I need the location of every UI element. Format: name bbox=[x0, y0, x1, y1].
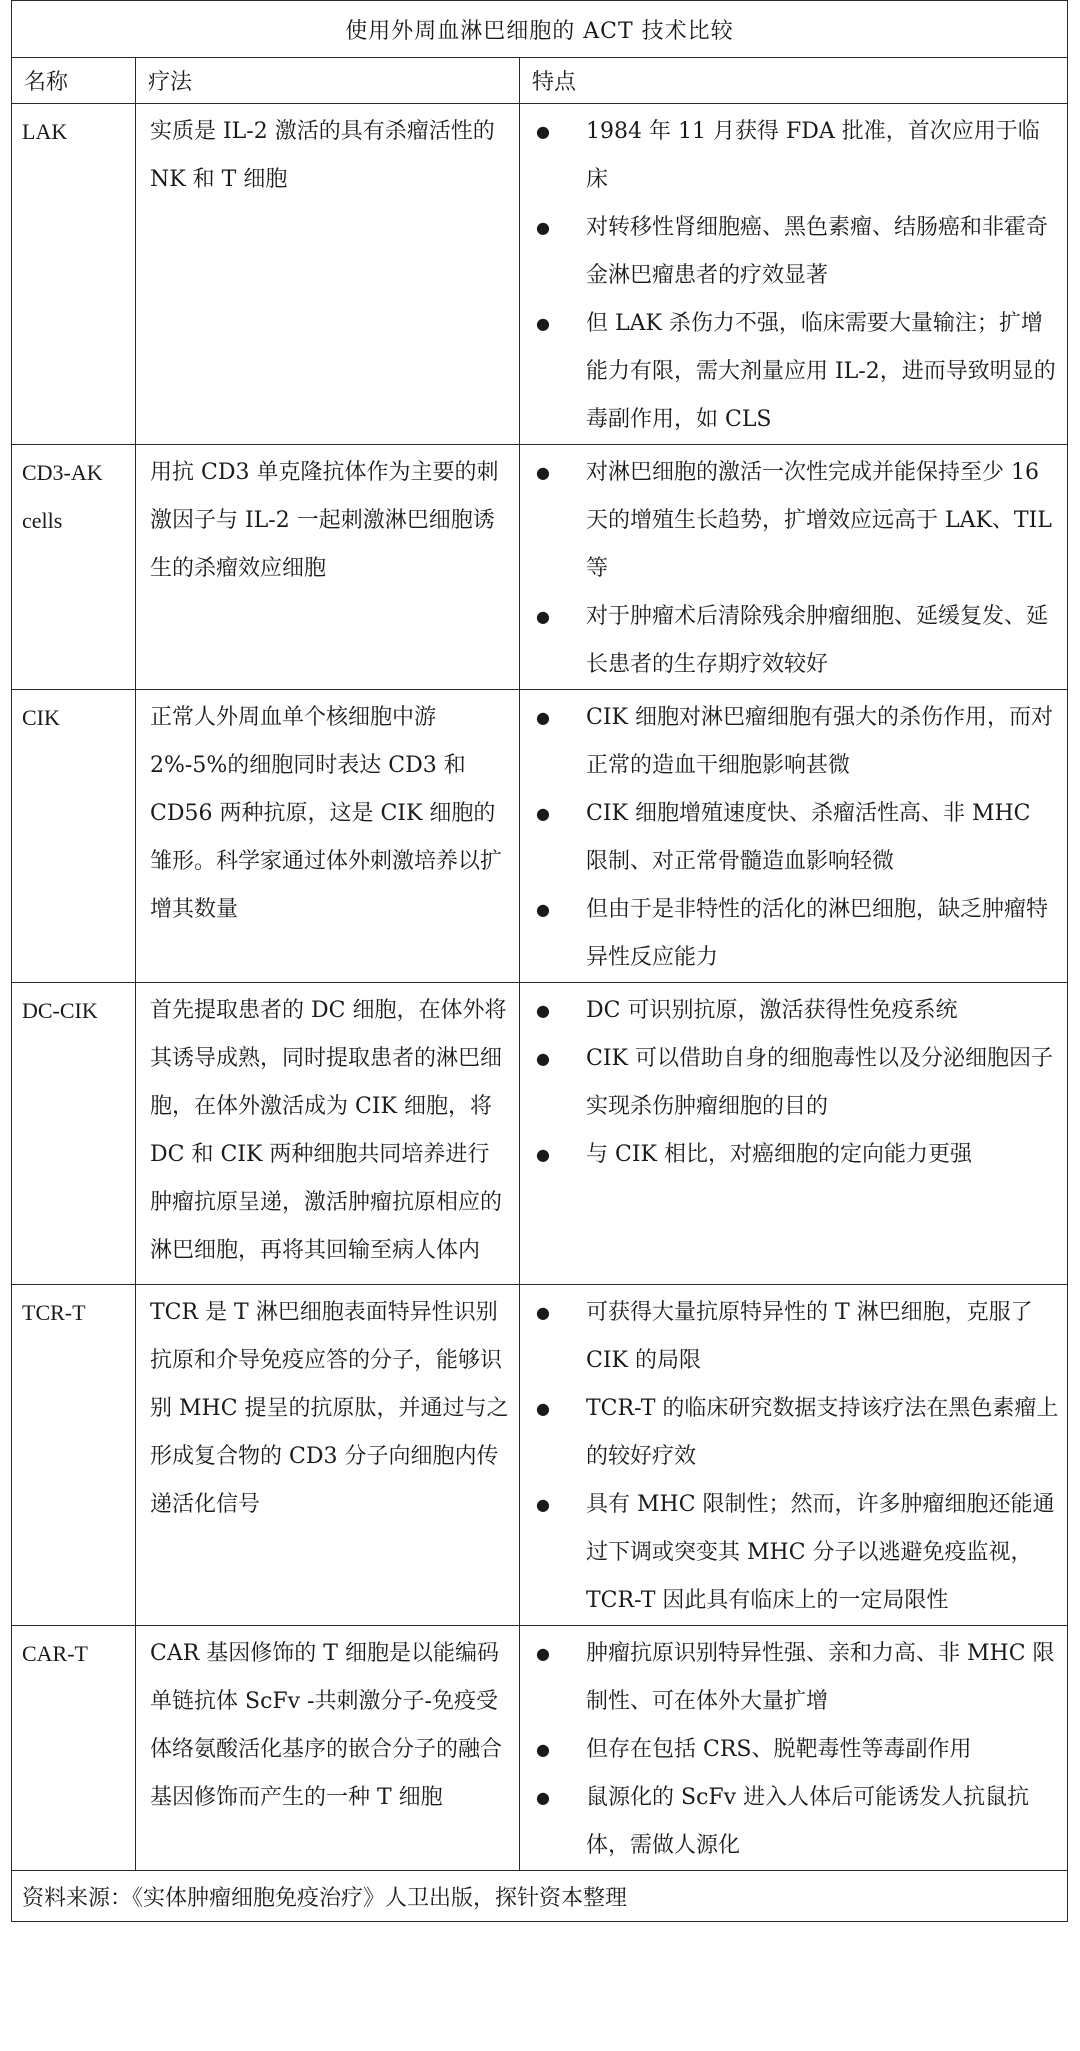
feature-item bbox=[520, 593, 1059, 689]
feature-text: 对于肿瘤术后清除残余肿瘤细胞、延缓复发、延长患者的生存期疗效较好 bbox=[586, 604, 1049, 677]
feature-item bbox=[520, 449, 1059, 593]
features-list bbox=[520, 104, 1067, 444]
bullet-icon: ● bbox=[536, 1001, 550, 1020]
features-list bbox=[520, 1285, 1067, 1625]
feature-item bbox=[520, 790, 1059, 886]
table-row bbox=[12, 445, 1068, 690]
therapy-description: 实质是 IL-2 激活的具有杀瘤活性的 NK 和 T 细胞 bbox=[136, 104, 520, 445]
bullet-icon: ● bbox=[536, 1788, 550, 1807]
feature-item bbox=[520, 108, 1059, 204]
table-row bbox=[12, 690, 1068, 983]
therapy-description: 首先提取患者的 DC 细胞，在体外将其诱导成熟，同时提取患者的淋巴细胞，在体外激活成为 CIK 细胞，将 DC 和 CIK 两种细胞共同培养进行肿瘤抗原呈递，激活肿瘤抗原相应的淋巴细胞，再将其回输至病人体内 bbox=[136, 983, 520, 1285]
feature-text: 对淋巴细胞的激活一次性完成并能保持至少 16 天的增殖生长趋势，扩增效应远高于 LAK、TIL 等 bbox=[586, 460, 1052, 581]
therapy-name: CAR-T bbox=[12, 1626, 136, 1871]
features-list bbox=[520, 983, 1067, 1179]
therapy-name: LAK bbox=[12, 104, 136, 445]
bullet-icon: ● bbox=[536, 463, 550, 482]
bullet-icon: ● bbox=[536, 314, 550, 333]
features-list bbox=[520, 445, 1067, 689]
title-row bbox=[12, 1, 1068, 58]
source-row bbox=[12, 1871, 1068, 1922]
therapy-description: 正常人外周血单个核细胞中游 2%-5%的细胞同时表达 CD3 和 CD56 两种抗原，这是 CIK 细胞的雏形。科学家通过体外刺激培养以扩增其数量 bbox=[136, 690, 520, 983]
therapy-description: 用抗 CD3 单克隆抗体作为主要的刺激因子与 IL-2 一起刺激淋巴细胞诱生的杀瘤效应细胞 bbox=[136, 445, 520, 690]
feature-text: 鼠源化的 ScFv 进入人体后可能诱发人抗鼠抗体，需做人源化 bbox=[586, 1785, 1030, 1858]
bullet-icon: ● bbox=[536, 1145, 550, 1164]
feature-text: 但存在包括 CRS、脱靶毒性等毒副作用 bbox=[586, 1737, 972, 1762]
table-row bbox=[12, 983, 1068, 1285]
source-note: 资料来源：《实体肿瘤细胞免疫治疗》人卫出版，探针资本整理 bbox=[12, 1871, 1068, 1922]
feature-item bbox=[520, 1289, 1059, 1385]
feature-text: 但 LAK 杀伤力不强，临床需要大量输注；扩增能力有限，需大剂量应用 IL-2，进而导致明显的毒副作用，如 CLS bbox=[586, 311, 1056, 432]
feature-item bbox=[520, 1774, 1059, 1870]
bullet-icon: ● bbox=[536, 1399, 550, 1418]
bullet-icon: ● bbox=[536, 900, 550, 919]
feature-text: CIK 细胞增殖速度快、杀瘤活性高、非 MHC 限制、对正常骨髓造血影响轻微 bbox=[586, 801, 1031, 874]
feature-item bbox=[520, 1385, 1059, 1481]
feature-item bbox=[520, 987, 1059, 1035]
features-cell bbox=[520, 445, 1068, 690]
bullet-icon: ● bbox=[536, 218, 550, 237]
feature-item bbox=[520, 1131, 1059, 1179]
feature-text: 肿瘤抗原识别特异性强、亲和力高、非 MHC 限制性、可在体外大量扩增 bbox=[586, 1641, 1055, 1714]
feature-item bbox=[520, 1481, 1059, 1625]
column-header-features: 特点 bbox=[520, 58, 1068, 104]
features-cell bbox=[520, 983, 1068, 1285]
feature-item bbox=[520, 1726, 1059, 1774]
table-row bbox=[12, 1285, 1068, 1626]
table-title: 使用外周血淋巴细胞的 ACT 技术比较 bbox=[12, 1, 1068, 58]
bullet-icon: ● bbox=[536, 607, 550, 626]
header-row bbox=[12, 58, 1068, 104]
bullet-icon: ● bbox=[536, 1644, 550, 1663]
column-header-therapy: 疗法 bbox=[136, 58, 520, 104]
therapy-name: DC-CIK bbox=[12, 983, 136, 1285]
table-row bbox=[12, 104, 1068, 445]
feature-text: 与 CIK 相比，对癌细胞的定向能力更强 bbox=[586, 1142, 972, 1167]
bullet-icon: ● bbox=[536, 708, 550, 727]
therapy-name: CIK bbox=[12, 690, 136, 983]
comparison-table-sheet bbox=[11, 0, 1067, 1922]
bullet-icon: ● bbox=[536, 804, 550, 823]
feature-text: 对转移性肾细胞癌、黑色素瘤、结肠癌和非霍奇金淋巴瘤患者的疗效显著 bbox=[586, 215, 1049, 288]
feature-text: DC 可识别抗原，激活获得性免疫系统 bbox=[586, 998, 958, 1023]
features-cell bbox=[520, 1626, 1068, 1871]
bullet-icon: ● bbox=[536, 122, 550, 141]
table-row bbox=[12, 1626, 1068, 1871]
feature-item bbox=[520, 1035, 1059, 1131]
feature-text: 1984 年 11 月获得 FDA 批准，首次应用于临床 bbox=[586, 119, 1040, 192]
bullet-icon: ● bbox=[536, 1740, 550, 1759]
features-list bbox=[520, 690, 1067, 982]
column-header-name: 名称 bbox=[12, 58, 136, 104]
feature-item bbox=[520, 204, 1059, 300]
bullet-icon: ● bbox=[536, 1495, 550, 1514]
act-comparison-table bbox=[11, 0, 1068, 1922]
features-cell bbox=[520, 104, 1068, 445]
feature-item bbox=[520, 886, 1059, 982]
therapy-description: TCR 是 T 淋巴细胞表面特异性识别抗原和介导免疫应答的分子，能够识别 MHC 提呈的抗原肽，并通过与之形成复合物的 CD3 分子向细胞内传递活化信号 bbox=[136, 1285, 520, 1626]
therapy-description: CAR 基因修饰的 T 细胞是以能编码单链抗体 ScFv -共刺激分子-免疫受体络氨酸活化基序的嵌合分子的融合基因修饰而产生的一种 T 细胞 bbox=[136, 1626, 520, 1871]
features-cell bbox=[520, 1285, 1068, 1626]
therapy-name: TCR-T bbox=[12, 1285, 136, 1626]
feature-text: 具有 MHC 限制性；然而，许多肿瘤细胞还能通过下调或突变其 MHC 分子以逃避免疫监视，TCR-T 因此具有临床上的一定局限性 bbox=[586, 1492, 1055, 1613]
features-list bbox=[520, 1626, 1067, 1870]
bullet-icon: ● bbox=[536, 1303, 550, 1322]
bullet-icon: ● bbox=[536, 1049, 550, 1068]
feature-item bbox=[520, 300, 1059, 444]
feature-text: CIK 细胞对淋巴瘤细胞有强大的杀伤作用，而对正常的造血干细胞影响甚微 bbox=[586, 705, 1053, 778]
therapy-name: CD3-AK cells bbox=[12, 445, 136, 690]
feature-item bbox=[520, 1630, 1059, 1726]
feature-text: 可获得大量抗原特异性的 T 淋巴细胞，克服了 CIK 的局限 bbox=[586, 1300, 1033, 1373]
feature-text: 但由于是非特性的活化的淋巴细胞，缺乏肿瘤特异性反应能力 bbox=[586, 897, 1049, 970]
feature-item bbox=[520, 694, 1059, 790]
features-cell bbox=[520, 690, 1068, 983]
feature-text: TCR-T 的临床研究数据支持该疗法在黑色素瘤上的较好疗效 bbox=[586, 1396, 1059, 1469]
feature-text: CIK 可以借助自身的细胞毒性以及分泌细胞因子实现杀伤肿瘤细胞的目的 bbox=[586, 1046, 1053, 1119]
